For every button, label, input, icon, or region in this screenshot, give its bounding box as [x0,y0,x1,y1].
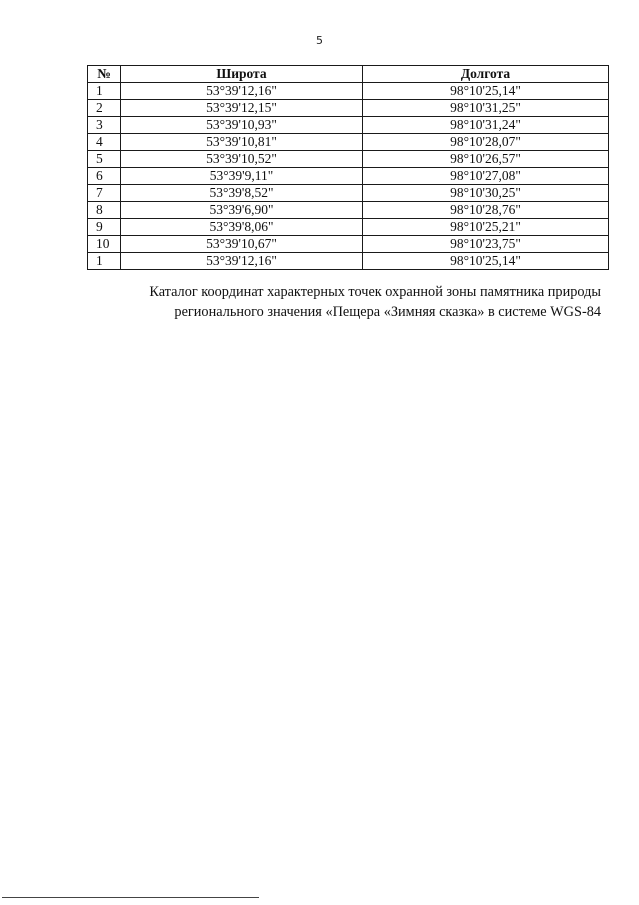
table-row [88,100,609,117]
cell-number: 9 [88,219,121,236]
cell-longitude: 98°10'28,76" [363,202,609,219]
cell-latitude: 53°39'6,90" [121,202,363,219]
page-number: 5 [316,34,323,47]
cell-longitude: 98°10'25,14" [363,83,609,100]
header-longitude: Долгота [363,66,609,83]
cell-number: 1 [88,83,121,100]
cell-latitude: 53°39'10,52" [121,151,363,168]
cell-latitude: 53°39'9,11" [121,168,363,185]
header-latitude: Широта [121,66,363,83]
table-row [88,117,609,134]
cell-latitude: 53°39'10,93" [121,117,363,134]
cell-number: 6 [88,168,121,185]
cell-longitude: 98°10'30,25" [363,185,609,202]
table-row [88,202,609,219]
cell-number: 3 [88,117,121,134]
cell-longitude: 98°10'28,07" [363,134,609,151]
cell-longitude: 98°10'25,14" [363,253,609,270]
cell-latitude: 53°39'12,16" [121,83,363,100]
cell-latitude: 53°39'12,15" [121,100,363,117]
cell-number: 8 [88,202,121,219]
table-row [88,83,609,100]
header-number: № [88,66,121,83]
table-row [88,134,609,151]
cell-number: 10 [88,236,121,253]
cell-longitude: 98°10'26,57" [363,151,609,168]
cell-longitude: 98°10'31,24" [363,117,609,134]
caption-line-2: регионального значения «Пещера «Зимняя сказка» в системе WGS-84 [174,304,601,320]
table-header-row [88,66,609,83]
table-body [88,83,609,270]
cell-latitude: 53°39'10,67" [121,236,363,253]
coordinates-table [87,65,609,270]
caption-line-1: Каталог координат характерных точек охранной зоны памятника природы [149,284,601,300]
table-row [88,236,609,253]
table-row [88,185,609,202]
cell-number: 1 [88,253,121,270]
cell-number: 4 [88,134,121,151]
cell-longitude: 98°10'23,75" [363,236,609,253]
cell-number: 5 [88,151,121,168]
cell-longitude: 98°10'25,21" [363,219,609,236]
cell-number: 7 [88,185,121,202]
cell-number: 2 [88,100,121,117]
cell-latitude: 53°39'12,16" [121,253,363,270]
cell-longitude: 98°10'31,25" [363,100,609,117]
footnote-separator [2,897,259,898]
table-caption [87,282,601,322]
cell-longitude: 98°10'27,08" [363,168,609,185]
cell-latitude: 53°39'10,81" [121,134,363,151]
table-row [88,219,609,236]
table-row [88,168,609,185]
cell-latitude: 53°39'8,52" [121,185,363,202]
cell-latitude: 53°39'8,06" [121,219,363,236]
table-row [88,151,609,168]
table-row [88,253,609,270]
